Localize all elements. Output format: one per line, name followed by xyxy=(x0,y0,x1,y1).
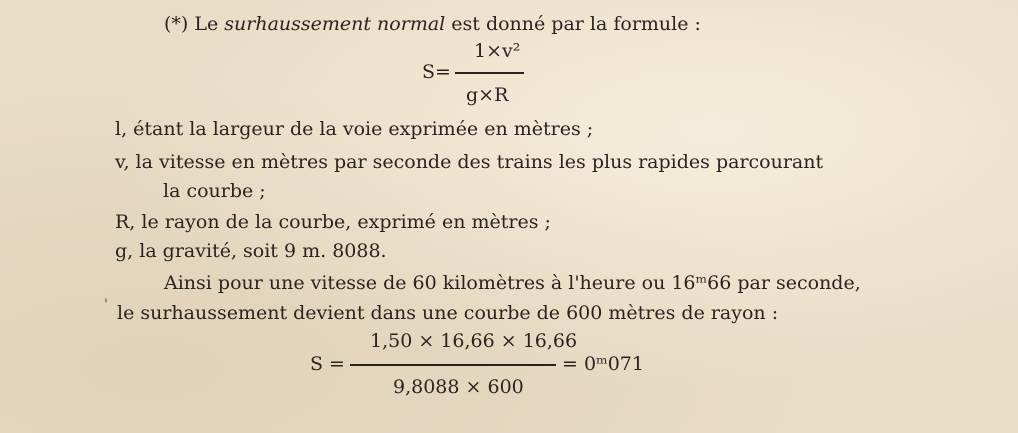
example-line1: Ainsi pour une vitesse de 60 kilomètres à l'heure ou 16ᵐ66 par seconde, xyxy=(164,272,861,294)
example-line2: le surhaussement devient dans une courbe de 600 mètres de rayon : xyxy=(117,302,779,324)
footnote-prefix: (*) Le xyxy=(164,13,225,35)
definition-g: g, la gravité, soit 9 m. 8088. xyxy=(115,240,387,262)
formula1-lhs: S= xyxy=(422,61,451,83)
footnote-term: surhaussement normal xyxy=(224,13,446,35)
margin-mark: ' xyxy=(104,297,108,313)
definition-l: l, étant la largeur de la voie exprimée en mètres ; xyxy=(115,118,594,140)
formula1-numerator: 1×v² xyxy=(474,40,521,62)
formula2-lhs: S = xyxy=(310,353,345,375)
definition-r: R, le rayon de la courbe, exprimé en mètres ; xyxy=(115,211,551,233)
formula2-denominator: 9,8088 × 600 xyxy=(393,376,524,398)
definition-v-cont: la courbe ; xyxy=(163,180,266,202)
formula2-result: = 0ᵐ071 xyxy=(562,353,644,375)
definition-v: v, la vitesse en mètres par seconde des trains les plus rapides parcourant xyxy=(115,151,824,173)
formula1-denominator: g×R xyxy=(466,84,509,106)
footnote-suffix: est donné par la formule : xyxy=(445,13,701,35)
footnote-intro xyxy=(164,13,701,35)
formula2-fraction-bar xyxy=(350,364,556,366)
formula2-numerator: 1,50 × 16,66 × 16,66 xyxy=(370,330,578,352)
formula1-fraction-bar xyxy=(455,72,524,74)
